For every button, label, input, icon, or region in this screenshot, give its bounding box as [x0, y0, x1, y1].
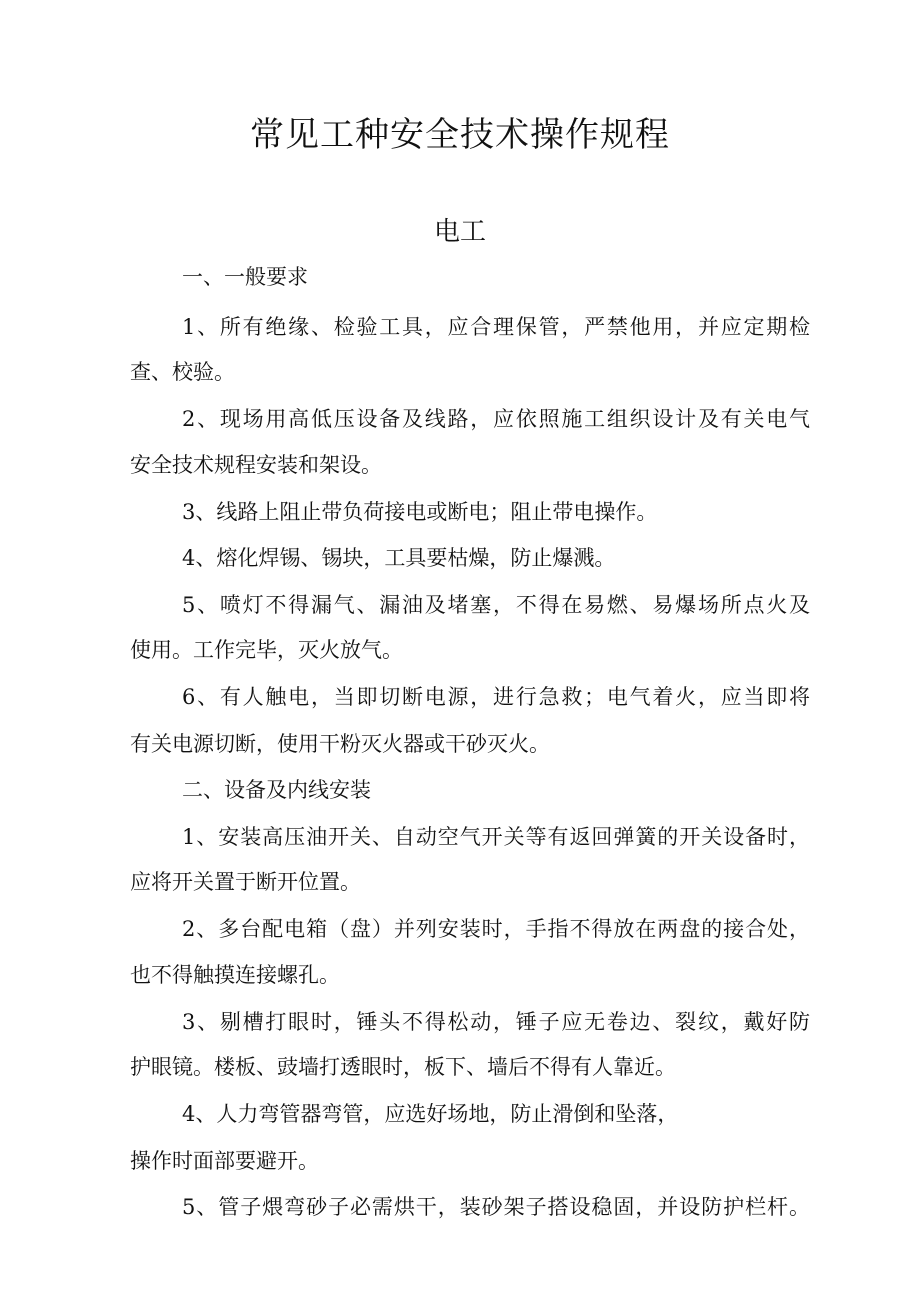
section-heading: 一、一般要求	[182, 265, 308, 289]
paragraph-line: 6、有人触电，当即切断电源，进行急救；电气着火，应当即将	[182, 685, 810, 709]
paragraph-line: 3、线路上阻止带负荷接电或断电；阻止带电操作。	[182, 500, 658, 524]
paragraph-line: 5、喷灯不得漏气、漏油及堵塞，不得在易燃、易爆场所点火及	[182, 593, 810, 617]
paragraph-line: 4、熔化焊锡、锡块，工具要枯燥，防止爆溅。	[182, 546, 616, 570]
paragraph-line: 1、所有绝缘、检验工具，应合理保管，严禁他用，并应定期检	[182, 315, 810, 339]
paragraph-line: 3、剔槽打眼时，锤头不得松动，锤子应无卷边、裂纹，戴好防	[182, 1010, 810, 1034]
paragraph-line: 1、安装高压油开关、自动空气开关等有返回弹簧的开关设备时，	[182, 825, 810, 849]
section-title: 电工	[433, 217, 486, 247]
paragraph-line: 2、现场用高低压设备及线路，应依照施工组织设计及有关电气	[182, 407, 810, 431]
paragraph-line: 2、多台配电箱（盘）并列安装时，手指不得放在两盘的接合处，	[182, 917, 810, 941]
paragraph-line: 4、人力弯管器弯管，应选好场地，防止滑倒和坠落，	[182, 1102, 679, 1126]
paragraph-line: 使用。工作完毕，灭火放气。	[130, 638, 403, 662]
paragraph-line: 查、校验。	[130, 360, 235, 384]
paragraph-line: 应将开关置于断开位置。	[130, 870, 361, 894]
paragraph-line: 操作时面部要避开。	[130, 1149, 319, 1173]
paragraph-line: 护眼镜。楼板、豉墙打透眼时，板下、墙后不得有人靠近。	[130, 1055, 676, 1079]
paragraph-line: 5、管子煨弯砂子必需烘干，装砂架子搭设稳固，并设防护栏杆。	[182, 1195, 810, 1219]
paragraph-line: 安全技术规程安装和架设。	[130, 453, 382, 477]
paragraph-line: 有关电源切断，使用干粉灭火器或干砂灭火。	[130, 732, 550, 756]
document-title: 常见工种安全技术操作规程	[250, 115, 670, 155]
paragraph-line: 也不得触摸连接螺孔。	[130, 963, 340, 987]
section-heading: 二、设备及内线安装	[182, 778, 371, 802]
